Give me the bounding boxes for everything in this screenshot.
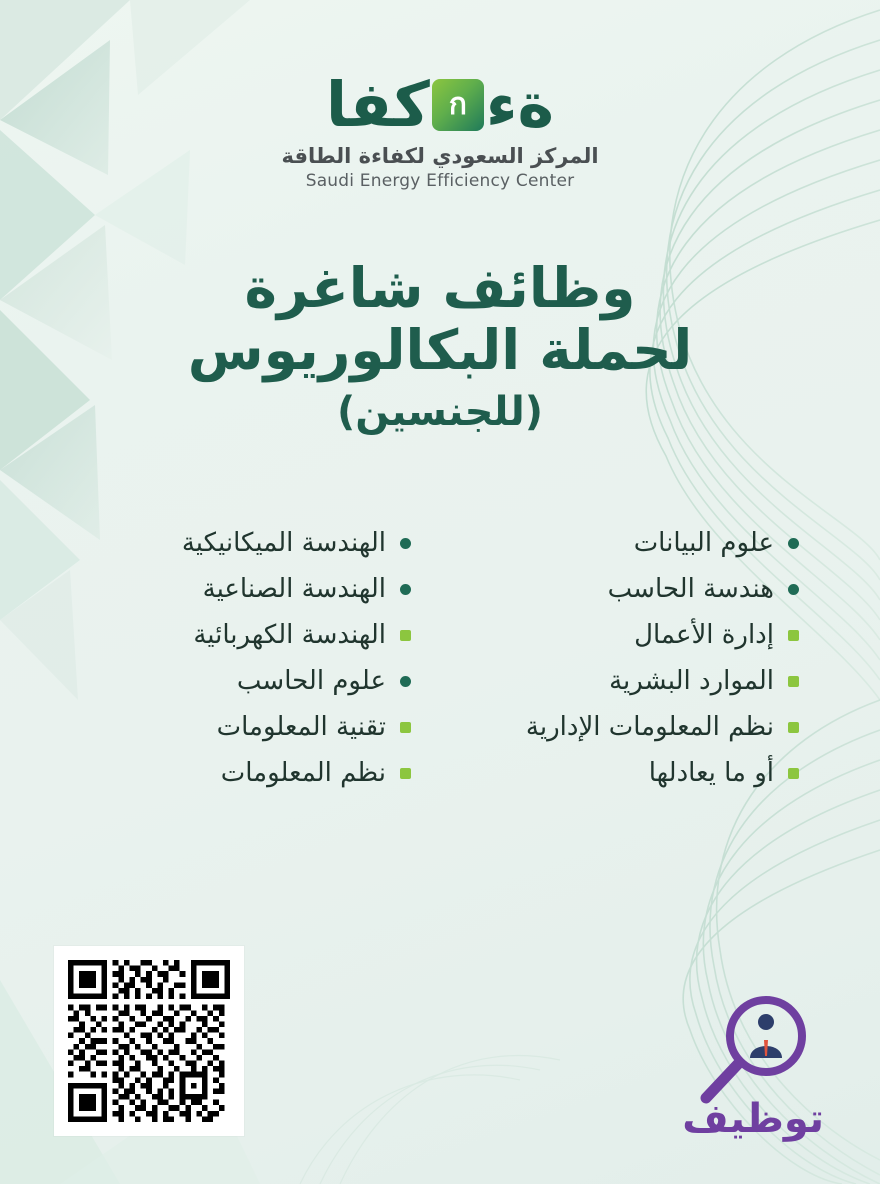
bullet-icon — [788, 676, 799, 687]
list-item — [469, 758, 799, 788]
major-label: نظم المعلومات الإدارية — [525, 712, 774, 742]
major-label: علوم البيانات — [633, 528, 774, 558]
logo-arabic-right: كفا — [325, 68, 430, 141]
major-label: الهندسة الميكانيكية — [181, 528, 386, 558]
qr-code-image — [68, 960, 230, 1122]
list-item — [469, 620, 799, 650]
logo-arabic-left: ةء — [485, 68, 555, 141]
bullet-icon — [400, 538, 411, 549]
list-item — [81, 758, 411, 788]
major-label: أو ما يعادلها — [648, 758, 774, 788]
list-item — [81, 528, 411, 558]
majors-list — [60, 528, 820, 788]
bullet-icon — [400, 584, 411, 595]
major-label: نظم المعلومات — [220, 758, 386, 788]
tawzif-logo — [614, 994, 834, 1144]
majors-column-left — [469, 528, 799, 788]
logo-block — [0, 68, 880, 191]
list-item — [469, 574, 799, 604]
bullet-icon — [400, 630, 411, 641]
major-label: علوم الحاسب — [236, 666, 386, 696]
headline-line-2: لحملة البكالوريوس — [187, 317, 693, 382]
tawzif-wordmark: توظيف — [682, 1096, 824, 1142]
major-label: الموارد البشرية — [609, 666, 774, 696]
logo-wordmark — [325, 68, 555, 141]
list-item — [469, 666, 799, 696]
major-label: إدارة الأعمال — [634, 620, 774, 650]
bullet-icon — [788, 538, 799, 549]
logo-mark-icon — [432, 79, 484, 131]
bullet-icon — [400, 676, 411, 687]
list-item — [469, 528, 799, 558]
major-label: هندسة الحاسب — [607, 574, 774, 604]
majors-column-right — [81, 528, 411, 788]
list-item — [81, 574, 411, 604]
list-item — [81, 620, 411, 650]
bullet-icon — [788, 584, 799, 595]
logo-subtitle-arabic: المركز السعودي لكفاءة الطاقة — [281, 144, 599, 168]
bullet-icon — [788, 768, 799, 779]
bullet-icon — [400, 768, 411, 779]
headline-line-3: (للجنسين) — [336, 389, 544, 436]
list-item — [469, 712, 799, 742]
logo-subtitle-english: Saudi Energy Efficiency Center — [305, 171, 575, 191]
major-label: تقنية المعلومات — [216, 712, 386, 742]
bullet-icon — [788, 722, 799, 733]
bullet-icon — [400, 722, 411, 733]
list-item — [81, 666, 411, 696]
list-item — [81, 712, 411, 742]
headline — [0, 258, 880, 435]
major-label: الهندسة الكهربائية — [193, 620, 386, 650]
bullet-icon — [788, 630, 799, 641]
qr-code[interactable] — [54, 946, 244, 1136]
headline-line-1: وظائف شاغرة — [244, 256, 636, 320]
major-label: الهندسة الصناعية — [202, 574, 386, 604]
